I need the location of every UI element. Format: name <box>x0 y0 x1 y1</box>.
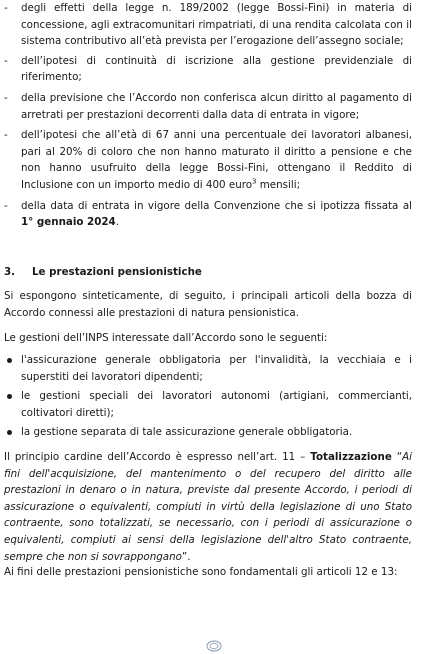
footnote-ref: 3 <box>252 177 257 186</box>
list-item-tail: . <box>115 216 119 229</box>
list-item <box>0 388 428 421</box>
section-number: 3. <box>4 266 16 278</box>
list-item <box>0 90 428 123</box>
list-item-text: dell’ipotesi che all’età di 67 anni una percentuale dei lavoratori albanesi, pari al 20% di coloro che non hanno maturato il diritto a pensione e che non hanno usufruito della legge Bossi-Fini, ottengano il Reddito di Inclusione con un importo medio di 400 euro <box>21 129 412 191</box>
list-item-text: degli effetti della legge n. 189/2002 (legge Bossi-Fini) in materia di concessione, agli extracomunitari rimpatriati, di una rendita calcolata con il sistema contributivo all’età prevista per l’erogazione dell’assegno sociale; <box>21 2 412 48</box>
articles-paragraph: Ai fini delle prestazioni pensionistiche sono fondamentali gli articoli 12 e 13: <box>4 566 398 578</box>
list-item <box>0 0 428 50</box>
list-item-text: della previsione che l’Accordo non conferisca alcun diritto al pagamento di arretrati per prestazioni decorrenti dalla data di entrata in vigore; <box>21 91 412 121</box>
list-item-text: della data di entrata in vigore della Convenzione che si ipotizza fissata al <box>21 199 412 212</box>
gestioni-list <box>0 352 428 444</box>
quote-close: ”. <box>181 550 191 563</box>
intro-paragraph: Si espongono sinteticamente, di seguito, i principali articoli della bozza di Accordo connessi alle prestazioni di natura pensionistica. <box>4 290 412 319</box>
date-highlight: 1° gennaio 2024 <box>21 216 116 229</box>
list-item <box>0 352 428 385</box>
list-item-text: dell’ipotesi di continuità di iscrizione alla gestione previdenziale di riferimento; <box>21 54 412 84</box>
list-item-tail: mensili; <box>256 178 301 191</box>
list-item <box>0 424 428 441</box>
list-item <box>0 53 428 86</box>
list-item-text: le gestioni speciali dei lavoratori autonomi (artigiani, commercianti, coltivatori diretti); <box>21 390 412 419</box>
paragraph-lead: Il principio cardine dell’Accordo è espresso nell’art. 11 – <box>4 451 311 463</box>
list-item <box>0 127 428 193</box>
article-quote: Ai fini dell'acquisizione, del mantenimento o del recupero del diritto alle prestazioni in denaro o in natura, previste dal presente Accordo, i periodi di assicurazione o equivalenti, compiuti in virtù della legislazione di uno Stato contraente, sono totalizzati, se necessario, con i periodi di assicurazione o equivalenti, compiuti ai sensi della legislazione dell'altro Stato contraente, sempre che non si sovrappongano <box>4 451 413 563</box>
gestioni-paragraph: Le gestioni dell’INPS interessate dall’Accordo sono le seguenti: <box>4 332 328 344</box>
list-item-text: l'assicurazione generale obbligatoria per l'invalidità, la vecchiaia e i superstiti dei lavoratori dipendenti; <box>21 354 412 383</box>
inps-seal-icon <box>206 640 222 652</box>
assumptions-list <box>0 0 428 235</box>
article-title: Totalizzazione <box>310 451 392 463</box>
quote-open: “ <box>391 451 403 463</box>
list-item <box>0 198 428 231</box>
totalizzazione-paragraph <box>4 449 412 565</box>
section-heading <box>4 264 202 281</box>
section-title: Le prestazioni pensionistiche <box>32 266 202 278</box>
list-item-text: la gestione separata di tale assicurazione generale obbligatoria. <box>21 426 353 439</box>
